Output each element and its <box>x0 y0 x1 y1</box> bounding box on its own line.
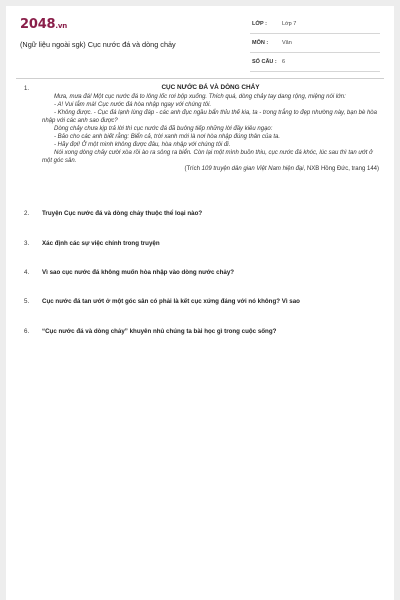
passage-line: - Không được. - Cục đá lạnh lùng đáp - các anh đục ngầu bẩn thỉu thế kia, ta - trong trắng to đẹp nhường này, bạn bè hòa nhập với các anh sao được? <box>42 110 377 124</box>
passage-line: Dòng chảy chưa kịp trả lời thì cục nước đá đã buông tiếp những lời đầy kiêu ngạo: <box>54 126 273 132</box>
passage-line: Nói xong dòng chảy cười xòa rồi ào ra sông ra biển. Còn lại một mình buồn thiu, cục nước đá khóc, lúc sau thì tan ướt ở một góc sân. <box>42 150 373 164</box>
question-number: 1. <box>24 86 30 92</box>
meta-row-subject <box>250 34 380 53</box>
passage-line: Mưa, mưa đá! Một cục nước đá to lông lốc rơi bộp xuống. Thích quá, dòng chảy tay dang rộng, miệng nói lớn: <box>54 94 346 100</box>
passage-title: CỤC NƯỚC ĐÁ VÀ DÒNG CHẢY <box>161 84 260 91</box>
meta-key: SỐ CÂU : <box>252 59 277 65</box>
worksheet-header <box>6 6 394 78</box>
question-number: 2. <box>24 210 30 217</box>
meta-row-question-count <box>250 53 380 72</box>
header-divider <box>16 78 384 79</box>
question-number: 6. <box>24 328 30 335</box>
question-number: 3. <box>24 240 30 247</box>
question-text: “Cục nước đá và dòng chảy” khuyên nhủ chúng ta bài học gì trong cuộc sống? <box>42 328 277 335</box>
question-text: Cục nước đá tan ướt ở một góc sân có phải là kết cục xứng đáng với nó không? Vì sao <box>42 298 300 305</box>
worksheet-meta <box>250 15 380 72</box>
meta-row-class <box>250 15 380 34</box>
passage-source: (Trích 109 truyện dân gian Việt Nam hiện đại, NXB Hồng Đức, trang 144) <box>184 166 379 172</box>
meta-value: 6 <box>282 59 286 65</box>
passage-line: - Bảo cho các anh biết rằng: Biển cả, trời xanh mới là nơi hòa nhập đúng thân của ta. <box>54 134 281 140</box>
meta-value: Văn <box>282 40 292 46</box>
meta-key: MÔN : <box>252 40 269 46</box>
question-text: Truyện Cục nước đá và dòng chảy thuộc thể loại nào? <box>42 210 203 217</box>
passage-line: - A! Vui lắm mà! Cục nước đá hòa nhập ngay với chúng tôi. <box>54 102 212 108</box>
document-title: (Ngữ liệu ngoài sgk) Cục nước đá và dòng chảy <box>20 40 176 49</box>
meta-key: LỚP : <box>252 21 267 27</box>
site-logo[interactable]: 2048.vn <box>20 17 67 32</box>
question-text: Xác định các sự việc chính trong truyện <box>42 240 160 247</box>
worksheet-page <box>6 6 394 600</box>
question-number: 5. <box>24 298 30 305</box>
question-text: Vì sao cục nước đá không muốn hòa nhập vào dòng nước chảy? <box>42 269 235 276</box>
question-number: 4. <box>24 269 30 276</box>
passage-line: - Hãy đợi! Ở một mình không được đâu, hòa nhập với chúng tôi đi. <box>54 142 231 148</box>
reading-passage <box>42 84 379 173</box>
meta-value: Lớp 7 <box>282 21 297 27</box>
